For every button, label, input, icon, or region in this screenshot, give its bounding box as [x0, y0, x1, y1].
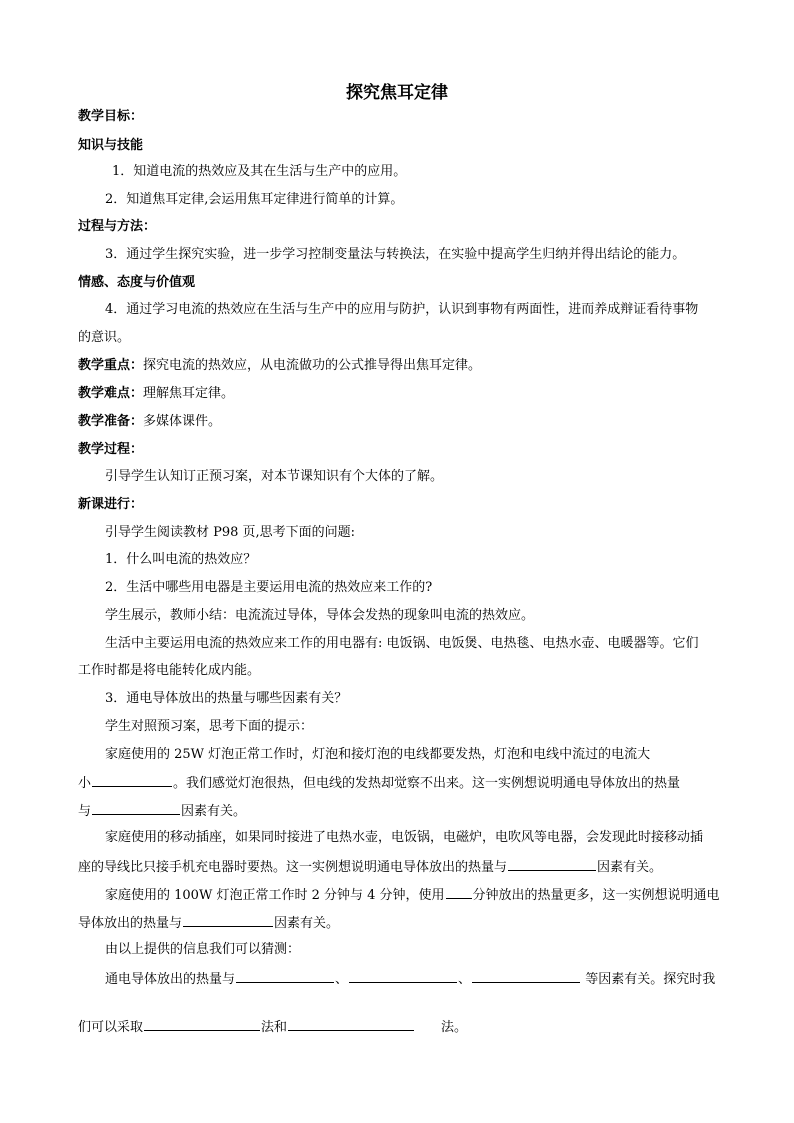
- blank-guess-3[interactable]: [472, 969, 580, 983]
- example-3-text-a: 家庭使用的 100W 灯泡正常工作时 2 分钟与 4 分钟，使用: [105, 888, 445, 903]
- example-1-line1: 家庭使用的 25W 灯泡正常工作时，灯泡和接灯泡的电线都要发热，灯泡和电线中流过的电流大: [105, 747, 651, 762]
- difficulty-text: 理解焦耳定律。: [143, 386, 235, 401]
- question-3: 3．通电导体放出的热量与哪些因素有关？: [105, 691, 348, 706]
- key-point-text: 探究电流的热效应，从电流做功的公式推导得出焦耳定律。: [143, 358, 482, 373]
- example-1-text-b: 。我们感觉灯泡很热，但电线的发热却觉察不出来。这一实例想说明通电导体放出的热量: [173, 776, 681, 791]
- blank-guess-2[interactable]: [349, 969, 457, 983]
- example-3-line1: [105, 885, 720, 905]
- knowledge-item-1: 1．知道电流的热效应及其在生活与生产中的应用。: [112, 164, 407, 179]
- blank-method-2[interactable]: [288, 1017, 414, 1031]
- teacher-summary: 学生展示，教师小结：电流流过导体，导体会发热的现象叫电流的热效应。: [105, 608, 535, 623]
- guess-text-b: 等因素有关。探究时我: [585, 972, 716, 987]
- emotion-item-4-line2: 的意识。: [78, 330, 131, 345]
- preparation-label: 教学准备：: [78, 414, 144, 429]
- blank-factor-1[interactable]: [92, 801, 180, 815]
- blank-current-size[interactable]: [92, 773, 172, 787]
- guess-separator-2: 、: [458, 972, 472, 987]
- preparation-text: 多媒体课件。: [143, 414, 222, 429]
- emotion-heading: 情感、态度与价值观: [78, 275, 196, 290]
- process-item-3: 3．通过学生探究实验，进一步学习控制变量法与转换法，在实验中提高学生归纳并得出结论的能力。: [105, 247, 686, 262]
- method-line: [78, 1017, 467, 1037]
- blank-minutes[interactable]: [446, 885, 472, 899]
- example-2-text-b: 因素有关。: [597, 860, 663, 875]
- example-3-line2: [78, 913, 339, 933]
- goals-heading: 教学目标：: [78, 109, 144, 124]
- example-1-text-c: 与: [78, 804, 92, 819]
- document-title: 探究焦耳定律: [346, 83, 448, 103]
- blank-guess-1[interactable]: [236, 969, 334, 983]
- question-1: 1．什么叫电流的热效应？: [105, 552, 257, 567]
- difficulty-label: 教学难点：: [78, 386, 144, 401]
- new-lesson-heading: 新课进行：: [78, 497, 144, 512]
- knowledge-heading: 知识与技能: [78, 138, 144, 153]
- method-text-a: 们可以采取: [78, 1020, 144, 1035]
- hint-intro: 学生对照预习案，思考下面的提示：: [105, 719, 314, 734]
- blank-method-1[interactable]: [144, 1017, 260, 1031]
- appliances-line1: 生活中主要运用电流的热效应来工作的用电器有: 电饭锅、电饭煲、电热毯、电热水壶、电暖器等。它们: [105, 636, 699, 651]
- blank-factor-3[interactable]: [183, 913, 273, 927]
- guess-separator-1: 、: [335, 972, 349, 987]
- guide-preview-text: 引导学生认知订正预习案，对本节课知识有个大体的了解。: [105, 469, 444, 484]
- guess-text-a: 通电导体放出的热量与: [105, 972, 236, 987]
- example-1-text-a: 小: [78, 776, 92, 791]
- question-2: 2．生活中哪些用电器是主要运用电流的热效应来工作的?: [105, 580, 433, 595]
- example-1-line3: [78, 801, 246, 821]
- method-text-c: 法。: [441, 1020, 468, 1035]
- example-3-text-d: 因素有关。: [274, 916, 340, 931]
- guess-line: [105, 969, 715, 989]
- guess-intro: 由以上提供的信息我们可以猜测：: [105, 942, 301, 957]
- example-1-text-d: 因素有关。: [181, 804, 247, 819]
- read-textbook-text: 引导学生阅读教材 P98 页,思考下面的问题:: [105, 525, 356, 540]
- difficulty-point: [78, 385, 234, 403]
- preparation: [78, 413, 221, 431]
- key-point: [78, 357, 481, 375]
- example-2-text-a: 座的导线比只接手机充电器时要热。这一实例想说明通电导体放出的热量与: [78, 860, 508, 875]
- emotion-item-4-line1: 4．通过学习电流的热效应在生活与生产中的应用与防护，认识到事物有两面性，进而养成辩证看待事物: [105, 302, 699, 317]
- example-2-line1: 家庭使用的移动插座，如果同时接进了电热水壶，电饭锅，电磁炉，电吹风等电器，会发现此时接移动插: [105, 830, 704, 845]
- key-point-label: 教学重点：: [78, 358, 144, 373]
- blank-factor-2[interactable]: [508, 857, 596, 871]
- example-1-line2: [78, 773, 680, 793]
- procedure-heading: 教学过程：: [78, 442, 144, 457]
- knowledge-item-2: 2．知道焦耳定律,会运用焦耳定律进行简单的计算。: [105, 192, 404, 207]
- example-2-line2: [78, 857, 662, 877]
- example-3-text-b: 分钟放出的热量更多，这一实例想说明通电: [472, 888, 720, 903]
- appliances-line2: 工作时都是将电能转化成内能。: [78, 663, 261, 678]
- process-heading: 过程与方法：: [78, 219, 157, 234]
- example-3-text-c: 导体放出的热量与: [78, 916, 183, 931]
- method-text-b: 法和: [261, 1020, 288, 1035]
